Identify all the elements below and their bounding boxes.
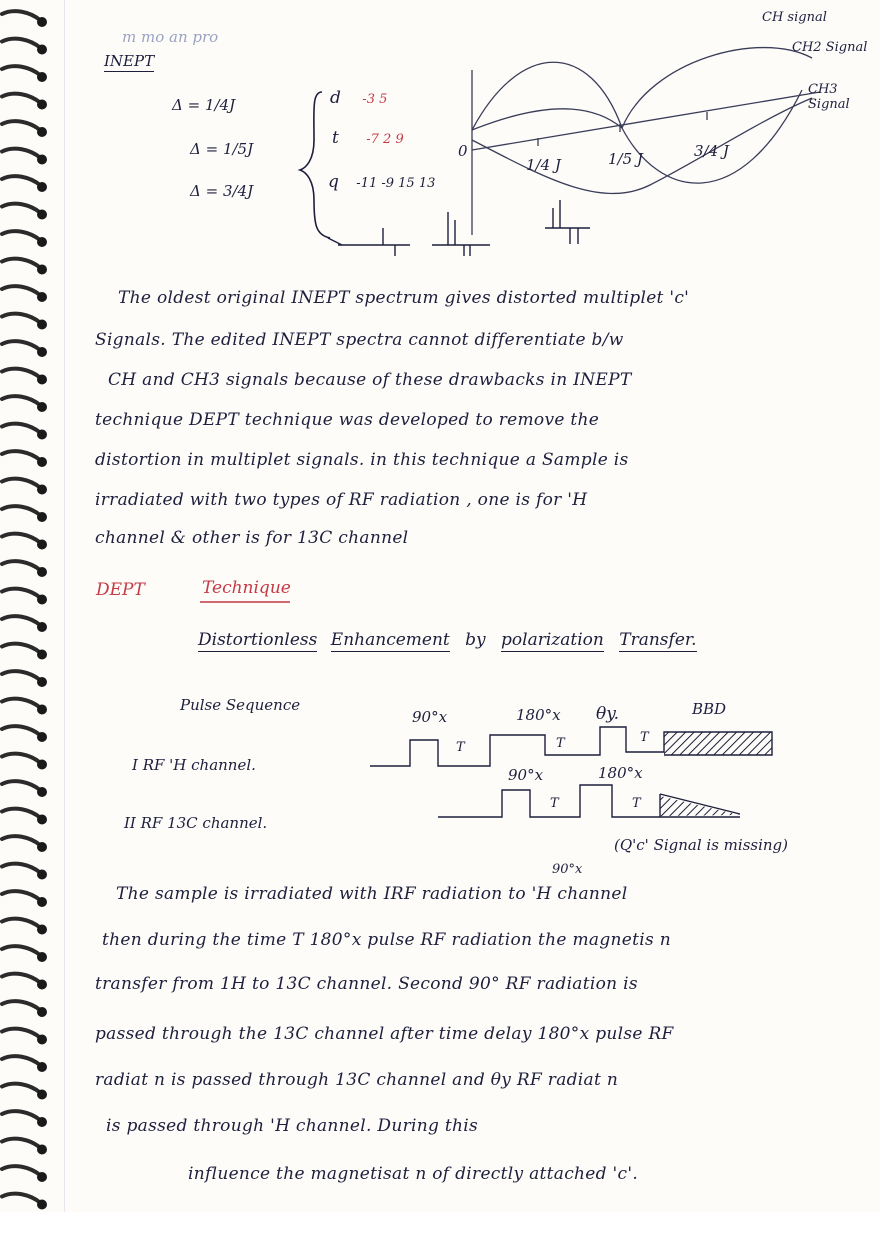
faint-heading: m mo an pro	[122, 28, 219, 46]
paragraph2-line: transfer from 1H to 13C channel. Second 90° RF radiation is	[95, 974, 638, 994]
brace-quartet: q -11 -9 15 13	[328, 172, 436, 192]
pulse-90x-bottom: 90°x	[508, 766, 544, 784]
paragraph2-line: passed through the 13C channel after time delay 180°x pulse RF	[95, 1024, 674, 1044]
legend-ch3-signal: CH3 Signal	[808, 82, 850, 112]
paragraph1-line: Signals. The edited INEPT spectra cannot differentiate b/w	[95, 330, 624, 350]
dept-label: DEPT	[96, 580, 145, 600]
missing-signal-note: (Q'c' Signal is missing)	[614, 836, 789, 854]
ch3-signal-curve	[472, 98, 812, 193]
legend-ch-signal: CH signal	[762, 10, 827, 25]
pulse-sequence-heading: Pulse Sequence	[180, 696, 301, 714]
delta-row-1: Δ = 1/4J	[172, 96, 236, 114]
paragraph2-line: The sample is irradiated with IRF radiation to 'H channel	[116, 884, 628, 904]
paragraph1-line: channel & other is for 13C channel	[95, 528, 409, 548]
pulse-bbd: BBD	[692, 700, 727, 718]
graph-tick-3: 3/4 J	[694, 142, 729, 160]
signal-graph	[472, 48, 820, 235]
channel-h-label: I RF 'H channel.	[132, 756, 256, 774]
section-title-inept: INEPT	[104, 52, 155, 70]
legend-ch2-signal: CH2 Signal	[792, 40, 868, 55]
page-bottom-edge	[0, 1212, 880, 1245]
pulse-90x-top: 90°x	[412, 708, 448, 726]
dept-expansion: Distortionless Enhancement by polarization Transfer.	[198, 630, 697, 650]
graph-tick-2: 1/5 J	[608, 150, 643, 168]
paragraph2-line: is passed through 'H channel. During this	[106, 1116, 479, 1136]
paragraph1-line: technique DEPT technique was developed to remove the	[95, 410, 600, 430]
paragraph1-line: distortion in multiplet signals. in this technique a Sample is	[95, 450, 629, 470]
pulse-tau-1: T	[456, 740, 465, 755]
paragraph1-line: The oldest original INEPT spectrum gives distorted multiplet 'c'	[118, 288, 690, 308]
dept-technique-title: Technique	[202, 578, 291, 598]
paragraph2-line: then during the time T 180°x pulse RF radiation the magnetis n	[102, 930, 671, 950]
decoupling-wedge	[660, 796, 740, 816]
ch2-signal-curve	[472, 48, 812, 130]
paragraph1-line: CH and CH3 signals because of these drawbacks in INEPT	[108, 370, 632, 390]
delta-row-3: Δ = 3/4J	[190, 182, 254, 200]
pulse-180x-top: 180°x	[516, 706, 561, 724]
pulse-90x-above: 90°x	[552, 862, 583, 877]
brace-doublet: d -3 5	[330, 88, 388, 108]
pulse-theta-y: θy.	[596, 704, 619, 724]
paragraph2-line: radiat n is passed through 13C channel and θy RF radiat n	[95, 1070, 619, 1090]
pulse-tau-5: T	[632, 796, 641, 811]
paragraph1-line: irradiated with two types of RF radiation , one is for 'H	[95, 490, 588, 510]
paragraph2-line: influence the magnetisat n of directly attached 'c'.	[188, 1164, 639, 1184]
curly-brace	[300, 92, 330, 238]
pulse-tau-3: T	[640, 730, 649, 745]
brace-triplet: t -7 2 9	[332, 128, 404, 148]
delta-row-2: Δ = 1/5J	[190, 140, 254, 158]
graph-origin: 0	[458, 142, 468, 160]
multiplet-sticks	[328, 200, 590, 256]
graph-tick-1: 1/4 J	[526, 156, 561, 174]
bbd-hatched-block	[664, 732, 772, 755]
channel-c-label: II RF 13C channel.	[124, 814, 268, 832]
pulse-tau-4: T	[550, 796, 559, 811]
pulse-180x-bottom: 180°x	[598, 764, 643, 782]
pulse-tau-2: T	[556, 736, 565, 751]
